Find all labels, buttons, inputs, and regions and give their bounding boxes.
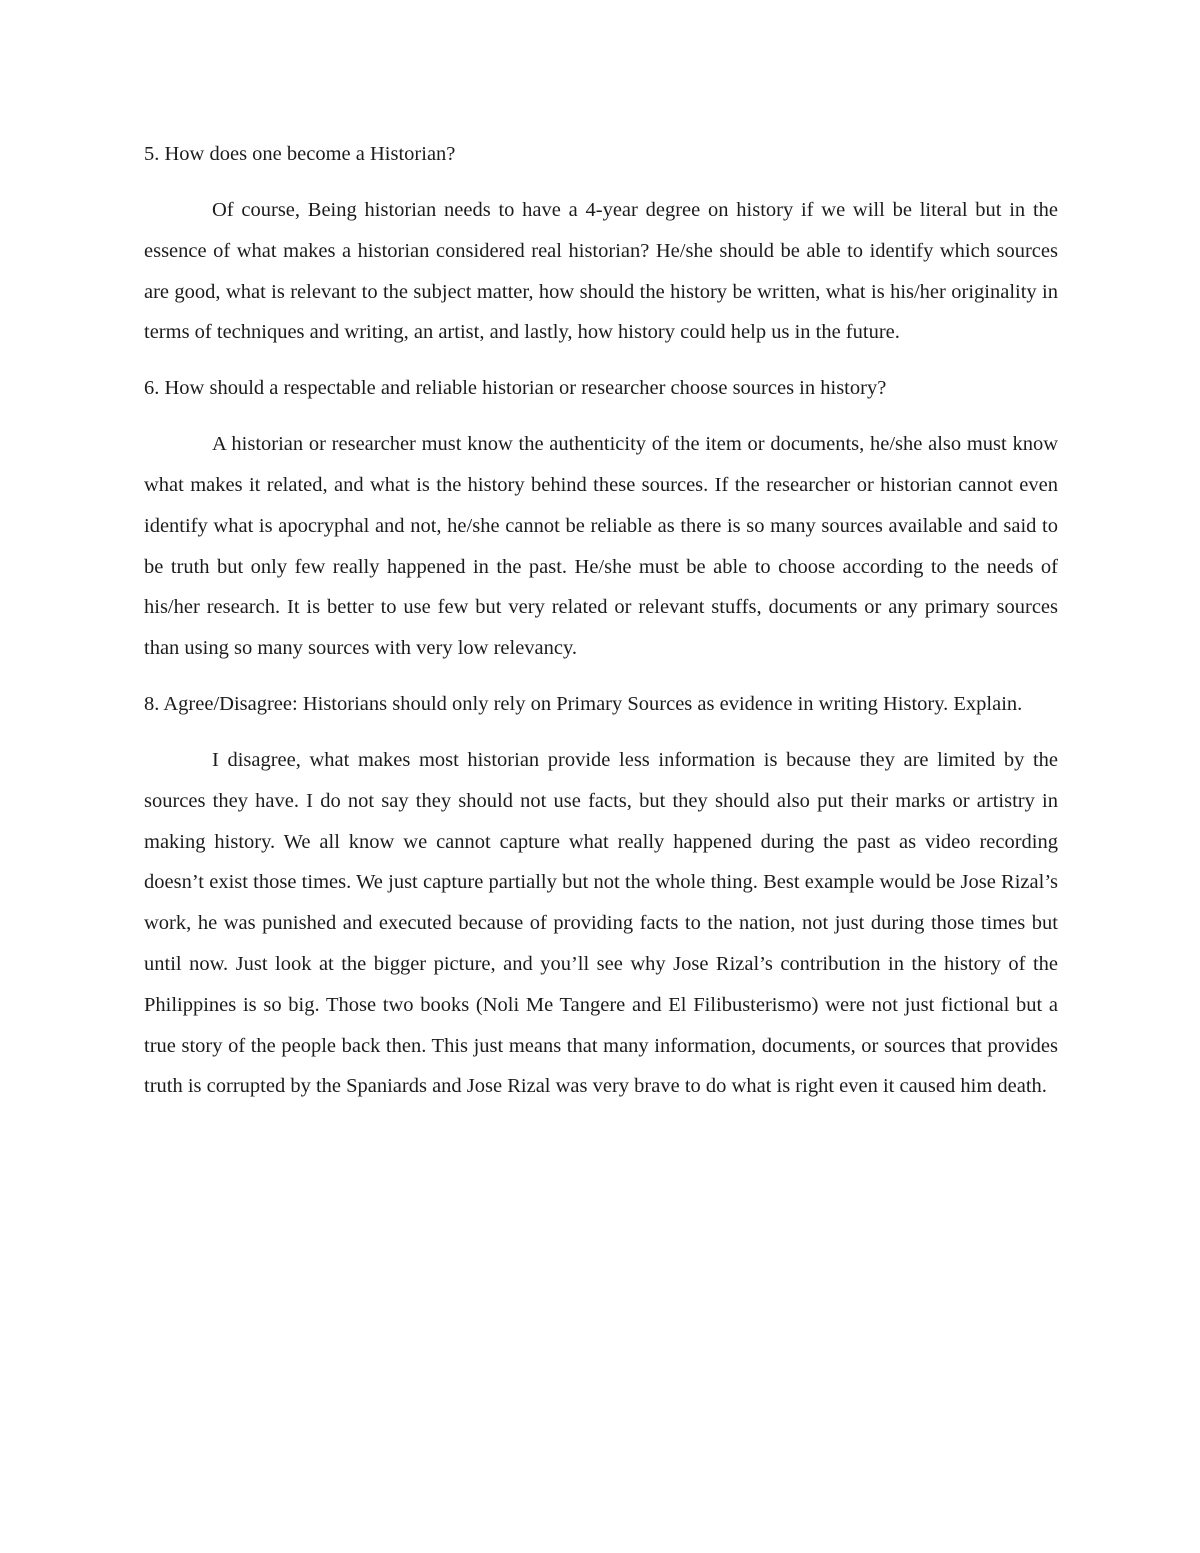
answer-6: A historian or researcher must know the authenticity of the item or documents, he/she also must know what makes it related, and what is the history behind these sources. If the researcher or historian cannot even identify what is apocryphal and not, he/she cannot be reliable as there is so many sources available and said to be truth but only few really happened in the past. He/she must be able to choose according to the needs of his/her research. It is better to use few but very related or relevant stuffs, documents or any primary sources than using so many sources with very low relevancy. xyxy=(144,433,1058,660)
question-8: 8. Agree/Disagree: Historians should only rely on Primary Sources as evidence in writing History. Explain. xyxy=(144,692,1023,715)
answer-8: I disagree, what makes most historian provide less information is because they are limited by the sources they have. I do not say they should not use facts, but they should also put their marks or artistry in making history. We all know we cannot capture what really happened during the past as video recording doesn’t exist those times. We just capture partially but not the whole thing. Best example would be Jose Rizal’s work, he was punished and executed because of providing facts to the nation, not just during those times but until now. Just look at the bigger picture, and you’ll see why Jose Rizal’s contribution in the history of the Philippines is so big. Those two books (Noli Me Tangere and El Filibusterismo) were not just fictional but a true story of the people back then. This just means that many information, documents, or sources that provides truth is corrupted by the Spaniards and Jose Rizal was very brave to do what is right even it caused him death. xyxy=(144,748,1058,1098)
question-5: 5. How does one become a Historian? xyxy=(144,143,456,165)
question-6: 6. How should a respectable and reliable historian or researcher choose sources in history? xyxy=(144,377,887,400)
answer-5: Of course, Being historian needs to have a 4-year degree on history if we will be literal but in the essence of what makes a historian considered real historian? He/she should be able to identify which sources are good, what is relevant to the subject matter, how should the history be written, what is his/her originality in terms of techniques and writing, an artist, and lastly, how history could help us in the future. xyxy=(144,199,1058,344)
document-body xyxy=(144,134,1058,1122)
